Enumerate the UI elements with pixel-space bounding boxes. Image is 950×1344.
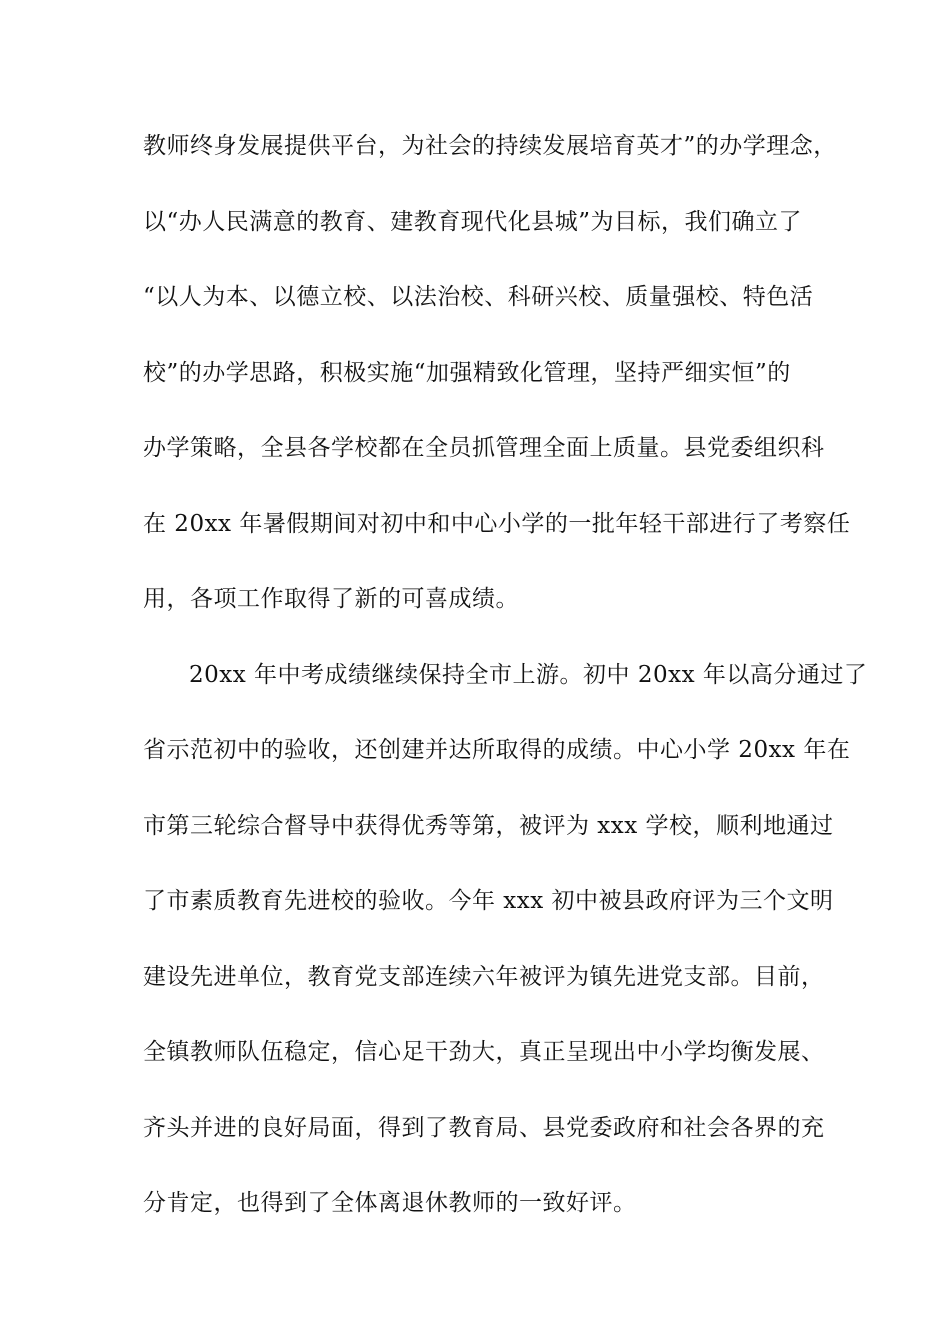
paragraph-line: 省示范初中的验收，还创建并达所取得的成绩。中心小学 20xx 年在 <box>143 737 851 763</box>
paragraph-line: 全镇教师队伍稳定，信心足干劲大，真正呈现出中小学均衡发展、 <box>143 1039 825 1065</box>
paragraph-line: 了市素质教育先进校的验收。今年 xxx 初中被县政府评为三个文明 <box>143 888 834 914</box>
paragraph-line: 用，各项工作取得了新的可喜成绩。 <box>143 586 519 612</box>
document-body <box>143 126 868 1259</box>
paragraph-2 <box>143 655 868 1259</box>
paragraph-first-line: 20xx 年中考成绩继续保持全市上游。初中 20xx 年以高分通过了 <box>189 661 868 688</box>
paragraph-1 <box>143 126 851 655</box>
paragraph-line: 在 20xx 年暑假期间对初中和中心小学的一批年轻干部进行了考察任 <box>143 510 851 537</box>
paragraph-line: 教师终身发展提供平台，为社会的持续发展培育英才”的办学理念， <box>143 133 837 159</box>
paragraph-line: 市第三轮综合督导中获得优秀等第，被评为 xxx 学校，顺利地通过 <box>143 812 834 839</box>
paragraph-line: 办学策略，全县各学校都在全员抓管理全面上质量。县党委组织科 <box>143 435 825 461</box>
paragraph-line: 以“办人民满意的教育、建教育现代化县城”为目标，我们确立了 <box>143 208 803 235</box>
paragraph-line: 校”的办学思路，积极实施“加强精致化管理，坚持严细实恒”的 <box>143 359 791 386</box>
paragraph-line: “以人为本、以德立校、以法治校、科研兴校、质量强校、特色活 <box>143 284 814 310</box>
paragraph-line: 齐头并进的良好局面，得到了教育局、县党委政府和社会各界的充 <box>143 1114 825 1141</box>
paragraph-line: 建设先进单位，教育党支部连续六年被评为镇先进党支部。目前， <box>143 963 825 990</box>
paragraph-line: 分肯定，也得到了全体离退休教师的一致好评。 <box>143 1190 637 1216</box>
